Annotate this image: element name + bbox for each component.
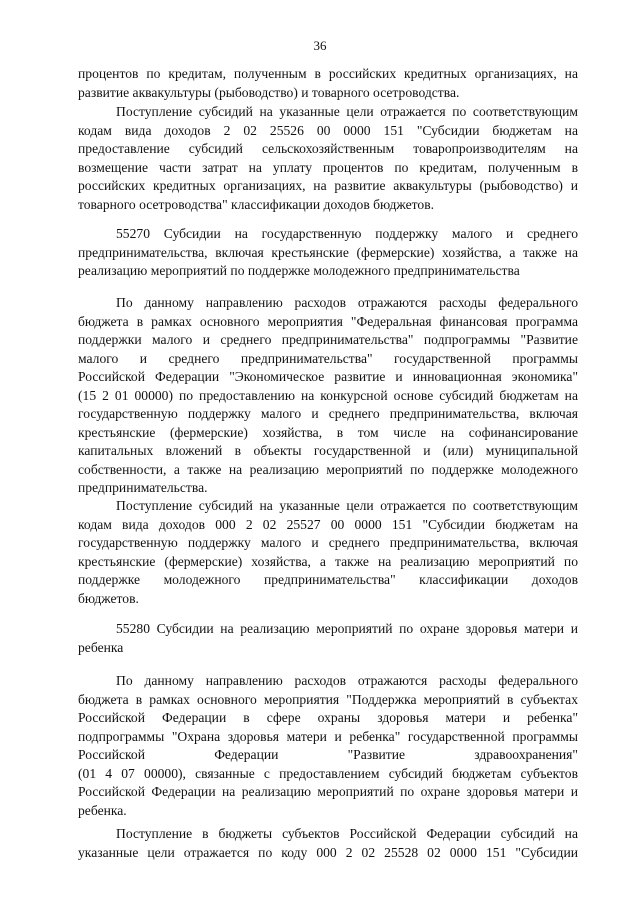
text-line: крестьянские (фермерские) хозяйства, в том числе на софинансирование: [78, 424, 578, 440]
text-line: российских кредитных организациях, на развитие аквакультуры (рыбоводство) и: [78, 178, 578, 193]
text-line: кодам вида доходов 2 02 25526 00 0000 151 "Субсидии бюджетам на: [78, 122, 578, 138]
text-line: бюджета в рамках основного мероприятия "Поддержка мероприятий в субъектах: [78, 691, 578, 707]
text-line: развитие аквакультуры (рыбоводство) и товарного осетроводства.: [78, 84, 460, 100]
text-line: кодам вида доходов 000 2 02 25527 00 0000 151 "Субсидии бюджетам на: [78, 516, 578, 532]
section-heading-55270: [78, 225, 578, 281]
text-line: государственную поддержку малого и среднего предпринимательства, включая: [78, 406, 578, 421]
text-line: Российской Федерации в сфере охраны здоровья матери и ребенка": [78, 710, 578, 725]
page-number: 36: [313, 38, 327, 53]
text-line: (15 2 01 00000) по предоставлению на конкурсной основе субсидий бюджетам на: [78, 387, 578, 403]
text-line: поддержки малого и среднего предпринимательства" подпрограммы "Развитие: [78, 332, 578, 347]
text-line: Российской Федерации "Развитие здравоохранения": [78, 747, 578, 762]
paragraph-revenue-codes-55280: [78, 825, 578, 862]
text-line: (01 4 07 00000), связанные с предоставлением субсидий бюджетам субъектов: [78, 765, 578, 781]
text-line: 55270 Субсидии на государственную поддержку малого и среднего: [116, 226, 578, 241]
text-line: Поступление субсидий на указанные цели отражается по соответствующим: [116, 498, 578, 513]
text-line: малого и среднего предпринимательства" государственной программы: [78, 350, 578, 366]
text-line: 55280 Субсидии на реализацию мероприятий по охране здоровья матери и: [116, 621, 578, 636]
text-line: Российской Федерации на реализацию мероприятий по охране здоровья матери и: [78, 784, 578, 799]
text-line: По данному направлению расходов отражаются расходы федерального: [116, 295, 578, 310]
text-line: предпринимательства, включая крестьянские (фермерские) хозяйства, а также на: [78, 244, 578, 260]
text-line: ребенка.: [78, 802, 127, 818]
text-line: ребенка: [78, 639, 124, 655]
text-line: предоставление субсидий сельскохозяйственным товаропроизводителям на: [78, 141, 578, 156]
text-line: товарного осетроводства" классификации доходов бюджетов.: [78, 196, 435, 212]
text-line: реализацию мероприятий по поддержке молодежного предпринимательства: [78, 263, 520, 278]
paragraph-continuation: [78, 65, 578, 102]
text-line: указанные цели отражается по коду 000 2 02 25528 02 0000 151 "Субсидии: [78, 844, 578, 860]
text-line: бюджетов.: [78, 590, 139, 606]
text-line: поддержке молодежного предпринимательства" классификации доходов: [78, 572, 578, 587]
section-heading-55280: [78, 620, 578, 657]
text-line: государственную поддержку малого и среднего предпринимательства, включая: [78, 535, 578, 550]
text-line: возмещение части затрат на уплату процентов по кредитам, полученным в: [78, 159, 578, 175]
text-line: бюджета в рамках основного мероприятия "Федеральная финансовая программа: [78, 313, 578, 329]
paragraph-expenses-55280: [78, 672, 578, 820]
text-line: Российской Федерации "Экономическое развитие и инновационная экономика": [78, 369, 578, 384]
text-line: предпринимательства.: [78, 480, 208, 495]
text-line: капитальных вложений в объекты государственной и (или) муниципальной: [78, 443, 578, 458]
text-line: Поступление в бюджеты субъектов Российской Федерации субсидий на: [116, 826, 578, 841]
paragraph-expenses-55270: [78, 294, 578, 498]
text-line: подпрограммы "Охрана здоровья матери и ребенка" государственной программы: [78, 728, 578, 744]
text-line: По данному направлению расходов отражаются расходы федерального: [116, 673, 578, 688]
paragraph-revenue-codes-55270: [78, 497, 578, 608]
text-line: процентов по кредитам, полученным в российских кредитных организациях, на: [78, 66, 578, 81]
text-line: Поступление субсидий на указанные цели отражается по соответствующим: [116, 104, 578, 119]
paragraph-revenue-codes-aquaculture: [78, 103, 578, 214]
text-line: крестьянские (фермерские) хозяйства, а также на реализацию мероприятий по: [78, 553, 578, 569]
text-line: собственности, а также на реализацию мероприятий по поддержке молодежного: [78, 461, 578, 477]
